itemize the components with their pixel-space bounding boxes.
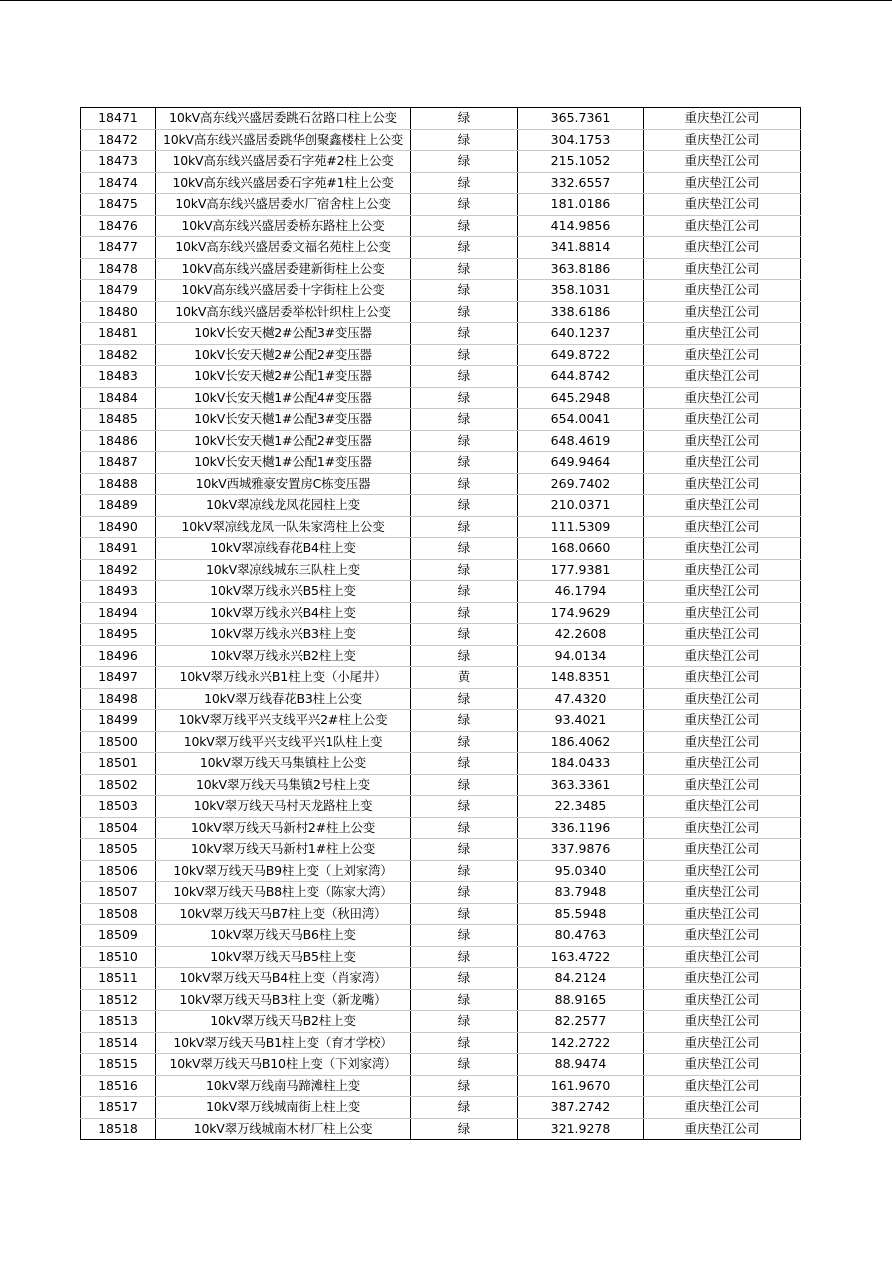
transformer-name-cell: 10kV长安天樾2#公配2#变压器 xyxy=(156,344,411,366)
transformer-name-cell: 10kV翠凉线龙凤一队朱家湾柱上公变 xyxy=(156,516,411,538)
table-row xyxy=(81,774,801,796)
row-id-cell: 18476 xyxy=(81,215,156,237)
value-cell: 654.0041 xyxy=(518,409,644,431)
row-id-cell: 18508 xyxy=(81,903,156,925)
status-color-cell: 绿 xyxy=(411,774,518,796)
table-row xyxy=(81,194,801,216)
company-cell: 重庆垫江公司 xyxy=(644,581,801,603)
transformer-name-cell: 10kV翠凉线春花B4柱上变 xyxy=(156,538,411,560)
transformer-name-cell: 10kV翠万线天马B2柱上变 xyxy=(156,1011,411,1033)
company-cell: 重庆垫江公司 xyxy=(644,1075,801,1097)
company-cell: 重庆垫江公司 xyxy=(644,538,801,560)
value-cell: 645.2948 xyxy=(518,387,644,409)
company-cell: 重庆垫江公司 xyxy=(644,667,801,689)
row-id-cell: 18496 xyxy=(81,645,156,667)
transformer-name-cell: 10kV翠万线永兴B1柱上变（小尾井） xyxy=(156,667,411,689)
value-cell: 80.4763 xyxy=(518,925,644,947)
table-row xyxy=(81,1097,801,1119)
table-row xyxy=(81,731,801,753)
transformer-name-cell: 10kV高东线兴盛居委文福名苑柱上公变 xyxy=(156,237,411,259)
company-cell: 重庆垫江公司 xyxy=(644,237,801,259)
status-color-cell: 绿 xyxy=(411,473,518,495)
value-cell: 210.0371 xyxy=(518,495,644,517)
table-row xyxy=(81,688,801,710)
row-id-cell: 18507 xyxy=(81,882,156,904)
status-color-cell: 绿 xyxy=(411,194,518,216)
value-cell: 82.2577 xyxy=(518,1011,644,1033)
transformer-name-cell: 10kV高东线兴盛居委举松针织柱上公变 xyxy=(156,301,411,323)
transformer-name-cell: 10kV高东线兴盛居委石字苑#2柱上公变 xyxy=(156,151,411,173)
value-cell: 46.1794 xyxy=(518,581,644,603)
table-row xyxy=(81,473,801,495)
row-id-cell: 18483 xyxy=(81,366,156,388)
company-cell: 重庆垫江公司 xyxy=(644,710,801,732)
company-cell: 重庆垫江公司 xyxy=(644,753,801,775)
company-cell: 重庆垫江公司 xyxy=(644,495,801,517)
company-cell: 重庆垫江公司 xyxy=(644,1011,801,1033)
company-cell: 重庆垫江公司 xyxy=(644,430,801,452)
row-id-cell: 18515 xyxy=(81,1054,156,1076)
value-cell: 414.9856 xyxy=(518,215,644,237)
table-row xyxy=(81,559,801,581)
table-row xyxy=(81,946,801,968)
row-id-cell: 18518 xyxy=(81,1118,156,1140)
table-row xyxy=(81,796,801,818)
table-row xyxy=(81,903,801,925)
company-cell: 重庆垫江公司 xyxy=(644,172,801,194)
transformer-name-cell: 10kV长安天樾2#公配3#变压器 xyxy=(156,323,411,345)
status-color-cell: 绿 xyxy=(411,882,518,904)
value-cell: 47.4320 xyxy=(518,688,644,710)
company-cell: 重庆垫江公司 xyxy=(644,645,801,667)
company-cell: 重庆垫江公司 xyxy=(644,1054,801,1076)
table-row xyxy=(81,301,801,323)
transformer-name-cell: 10kV高东线兴盛居委石字苑#1柱上公变 xyxy=(156,172,411,194)
value-cell: 338.6186 xyxy=(518,301,644,323)
table-row xyxy=(81,645,801,667)
table-row xyxy=(81,344,801,366)
company-cell: 重庆垫江公司 xyxy=(644,151,801,173)
value-cell: 358.1031 xyxy=(518,280,644,302)
company-cell: 重庆垫江公司 xyxy=(644,839,801,861)
value-cell: 337.9876 xyxy=(518,839,644,861)
value-cell: 184.0433 xyxy=(518,753,644,775)
status-color-cell: 绿 xyxy=(411,1118,518,1140)
company-cell: 重庆垫江公司 xyxy=(644,796,801,818)
table-row xyxy=(81,323,801,345)
status-color-cell: 绿 xyxy=(411,1054,518,1076)
row-id-cell: 18493 xyxy=(81,581,156,603)
row-id-cell: 18492 xyxy=(81,559,156,581)
company-cell: 重庆垫江公司 xyxy=(644,602,801,624)
table-row xyxy=(81,409,801,431)
row-id-cell: 18471 xyxy=(81,108,156,130)
row-id-cell: 18484 xyxy=(81,387,156,409)
value-cell: 304.1753 xyxy=(518,129,644,151)
table-row xyxy=(81,1032,801,1054)
row-id-cell: 18491 xyxy=(81,538,156,560)
row-id-cell: 18513 xyxy=(81,1011,156,1033)
status-color-cell: 绿 xyxy=(411,796,518,818)
row-id-cell: 18504 xyxy=(81,817,156,839)
value-cell: 336.1196 xyxy=(518,817,644,839)
company-cell: 重庆垫江公司 xyxy=(644,925,801,947)
table-row xyxy=(81,581,801,603)
status-color-cell: 绿 xyxy=(411,731,518,753)
row-id-cell: 18505 xyxy=(81,839,156,861)
status-color-cell: 绿 xyxy=(411,409,518,431)
row-id-cell: 18514 xyxy=(81,1032,156,1054)
table-row xyxy=(81,1011,801,1033)
value-cell: 88.9474 xyxy=(518,1054,644,1076)
company-cell: 重庆垫江公司 xyxy=(644,946,801,968)
status-color-cell: 绿 xyxy=(411,1075,518,1097)
value-cell: 94.0134 xyxy=(518,645,644,667)
value-cell: 83.7948 xyxy=(518,882,644,904)
value-cell: 649.8722 xyxy=(518,344,644,366)
company-cell: 重庆垫江公司 xyxy=(644,774,801,796)
status-color-cell: 绿 xyxy=(411,258,518,280)
table-row xyxy=(81,753,801,775)
transformer-name-cell: 10kV翠万线天马B10柱上变（下刘家湾） xyxy=(156,1054,411,1076)
row-id-cell: 18490 xyxy=(81,516,156,538)
status-color-cell: 绿 xyxy=(411,151,518,173)
transformer-name-cell: 10kV翠万线永兴B3柱上变 xyxy=(156,624,411,646)
company-cell: 重庆垫江公司 xyxy=(644,1118,801,1140)
status-color-cell: 绿 xyxy=(411,538,518,560)
table-row xyxy=(81,925,801,947)
status-color-cell: 绿 xyxy=(411,129,518,151)
value-cell: 181.0186 xyxy=(518,194,644,216)
company-cell: 重庆垫江公司 xyxy=(644,473,801,495)
status-color-cell: 绿 xyxy=(411,968,518,990)
company-cell: 重庆垫江公司 xyxy=(644,344,801,366)
value-cell: 95.0340 xyxy=(518,860,644,882)
row-id-cell: 18503 xyxy=(81,796,156,818)
status-color-cell: 绿 xyxy=(411,581,518,603)
value-cell: 142.2722 xyxy=(518,1032,644,1054)
table-row xyxy=(81,258,801,280)
table-row xyxy=(81,1054,801,1076)
table-row xyxy=(81,108,801,130)
table-row xyxy=(81,516,801,538)
transformer-name-cell: 10kV翠万线天马集镇柱上公变 xyxy=(156,753,411,775)
status-color-cell: 绿 xyxy=(411,108,518,130)
company-cell: 重庆垫江公司 xyxy=(644,516,801,538)
table-row xyxy=(81,237,801,259)
value-cell: 363.8186 xyxy=(518,258,644,280)
table-row xyxy=(81,215,801,237)
status-color-cell: 绿 xyxy=(411,860,518,882)
transformer-name-cell: 10kV翠万线永兴B4柱上变 xyxy=(156,602,411,624)
value-cell: 332.6557 xyxy=(518,172,644,194)
transformer-name-cell: 10kV翠万线天马B3柱上变（新龙嘴） xyxy=(156,989,411,1011)
status-color-cell: 绿 xyxy=(411,1097,518,1119)
value-cell: 644.8742 xyxy=(518,366,644,388)
transformer-name-cell: 10kV翠万线天马集镇2号柱上变 xyxy=(156,774,411,796)
row-id-cell: 18485 xyxy=(81,409,156,431)
status-color-cell: 绿 xyxy=(411,903,518,925)
table-body xyxy=(81,108,801,1140)
row-id-cell: 18499 xyxy=(81,710,156,732)
row-id-cell: 18506 xyxy=(81,860,156,882)
transformer-name-cell: 10kV高东线兴盛居委十字街柱上公变 xyxy=(156,280,411,302)
table-row xyxy=(81,968,801,990)
value-cell: 161.9670 xyxy=(518,1075,644,1097)
transformer-name-cell: 10kV高东线兴盛居委桥东路柱上公变 xyxy=(156,215,411,237)
status-color-cell: 绿 xyxy=(411,452,518,474)
row-id-cell: 18512 xyxy=(81,989,156,1011)
value-cell: 387.2742 xyxy=(518,1097,644,1119)
status-color-cell: 绿 xyxy=(411,366,518,388)
value-cell: 640.1237 xyxy=(518,323,644,345)
status-color-cell: 绿 xyxy=(411,430,518,452)
company-cell: 重庆垫江公司 xyxy=(644,215,801,237)
row-id-cell: 18498 xyxy=(81,688,156,710)
value-cell: 649.9464 xyxy=(518,452,644,474)
status-color-cell: 绿 xyxy=(411,624,518,646)
row-id-cell: 18473 xyxy=(81,151,156,173)
value-cell: 363.3361 xyxy=(518,774,644,796)
row-id-cell: 18502 xyxy=(81,774,156,796)
table-row xyxy=(81,882,801,904)
table-row xyxy=(81,495,801,517)
table-row xyxy=(81,151,801,173)
transformer-name-cell: 10kV翠万线城南街上柱上变 xyxy=(156,1097,411,1119)
transformer-name-cell: 10kV翠万线永兴B5柱上变 xyxy=(156,581,411,603)
status-color-cell: 绿 xyxy=(411,495,518,517)
status-color-cell: 绿 xyxy=(411,645,518,667)
table-row xyxy=(81,839,801,861)
value-cell: 215.1052 xyxy=(518,151,644,173)
row-id-cell: 18511 xyxy=(81,968,156,990)
company-cell: 重庆垫江公司 xyxy=(644,1097,801,1119)
value-cell: 186.4062 xyxy=(518,731,644,753)
status-color-cell: 绿 xyxy=(411,215,518,237)
company-cell: 重庆垫江公司 xyxy=(644,1032,801,1054)
table-row xyxy=(81,430,801,452)
status-color-cell: 绿 xyxy=(411,688,518,710)
row-id-cell: 18481 xyxy=(81,323,156,345)
table-row xyxy=(81,710,801,732)
value-cell: 84.2124 xyxy=(518,968,644,990)
company-cell: 重庆垫江公司 xyxy=(644,387,801,409)
row-id-cell: 18501 xyxy=(81,753,156,775)
value-cell: 648.4619 xyxy=(518,430,644,452)
row-id-cell: 18510 xyxy=(81,946,156,968)
table-row xyxy=(81,1075,801,1097)
value-cell: 174.9629 xyxy=(518,602,644,624)
company-cell: 重庆垫江公司 xyxy=(644,559,801,581)
value-cell: 93.4021 xyxy=(518,710,644,732)
table-row xyxy=(81,989,801,1011)
company-cell: 重庆垫江公司 xyxy=(644,968,801,990)
table-row xyxy=(81,366,801,388)
transformer-table xyxy=(80,107,801,1140)
company-cell: 重庆垫江公司 xyxy=(644,688,801,710)
company-cell: 重庆垫江公司 xyxy=(644,624,801,646)
transformer-name-cell: 10kV翠万线平兴支线平兴2#柱上公变 xyxy=(156,710,411,732)
transformer-name-cell: 10kV翠万线天马B1柱上变（育才学校） xyxy=(156,1032,411,1054)
status-color-cell: 绿 xyxy=(411,172,518,194)
status-color-cell: 黄 xyxy=(411,667,518,689)
row-id-cell: 18516 xyxy=(81,1075,156,1097)
transformer-name-cell: 10kV翠万线天马村天龙路柱上变 xyxy=(156,796,411,818)
transformer-name-cell: 10kV翠万线南马蹄滩柱上变 xyxy=(156,1075,411,1097)
value-cell: 85.5948 xyxy=(518,903,644,925)
status-color-cell: 绿 xyxy=(411,1011,518,1033)
value-cell: 269.7402 xyxy=(518,473,644,495)
value-cell: 42.2608 xyxy=(518,624,644,646)
table-row xyxy=(81,1118,801,1140)
status-color-cell: 绿 xyxy=(411,280,518,302)
value-cell: 163.4722 xyxy=(518,946,644,968)
table-row xyxy=(81,387,801,409)
transformer-name-cell: 10kV翠万线天马新村2#柱上公变 xyxy=(156,817,411,839)
row-id-cell: 18489 xyxy=(81,495,156,517)
status-color-cell: 绿 xyxy=(411,817,518,839)
status-color-cell: 绿 xyxy=(411,1032,518,1054)
row-id-cell: 18517 xyxy=(81,1097,156,1119)
status-color-cell: 绿 xyxy=(411,710,518,732)
status-color-cell: 绿 xyxy=(411,323,518,345)
transformer-name-cell: 10kV翠万线天马B4柱上变（肖家湾） xyxy=(156,968,411,990)
status-color-cell: 绿 xyxy=(411,559,518,581)
table-row xyxy=(81,538,801,560)
transformer-name-cell: 10kV翠万线平兴支线平兴1队柱上变 xyxy=(156,731,411,753)
status-color-cell: 绿 xyxy=(411,237,518,259)
row-id-cell: 18482 xyxy=(81,344,156,366)
status-color-cell: 绿 xyxy=(411,387,518,409)
transformer-name-cell: 10kV翠万线城南木材厂柱上公变 xyxy=(156,1118,411,1140)
value-cell: 365.7361 xyxy=(518,108,644,130)
transformer-name-cell: 10kV长安天樾2#公配1#变压器 xyxy=(156,366,411,388)
row-id-cell: 18486 xyxy=(81,430,156,452)
row-id-cell: 18479 xyxy=(81,280,156,302)
value-cell: 168.0660 xyxy=(518,538,644,560)
row-id-cell: 18475 xyxy=(81,194,156,216)
company-cell: 重庆垫江公司 xyxy=(644,129,801,151)
transformer-name-cell: 10kV翠万线天马新村1#柱上公变 xyxy=(156,839,411,861)
company-cell: 重庆垫江公司 xyxy=(644,860,801,882)
status-color-cell: 绿 xyxy=(411,602,518,624)
transformer-name-cell: 10kV翠万线春花B3柱上公变 xyxy=(156,688,411,710)
table-row xyxy=(81,452,801,474)
status-color-cell: 绿 xyxy=(411,925,518,947)
status-color-cell: 绿 xyxy=(411,946,518,968)
transformer-name-cell: 10kV翠万线天马B7柱上变（秋田湾） xyxy=(156,903,411,925)
transformer-name-cell: 10kV高东线兴盛居委建新街柱上公变 xyxy=(156,258,411,280)
company-cell: 重庆垫江公司 xyxy=(644,258,801,280)
row-id-cell: 18494 xyxy=(81,602,156,624)
value-cell: 111.5309 xyxy=(518,516,644,538)
table-row xyxy=(81,817,801,839)
company-cell: 重庆垫江公司 xyxy=(644,280,801,302)
transformer-name-cell: 10kV高东线兴盛居委水厂宿舍柱上公变 xyxy=(156,194,411,216)
company-cell: 重庆垫江公司 xyxy=(644,817,801,839)
row-id-cell: 18472 xyxy=(81,129,156,151)
table-row xyxy=(81,602,801,624)
row-id-cell: 18509 xyxy=(81,925,156,947)
transformer-name-cell: 10kV翠万线天马B8柱上变（陈家大湾） xyxy=(156,882,411,904)
status-color-cell: 绿 xyxy=(411,753,518,775)
status-color-cell: 绿 xyxy=(411,301,518,323)
value-cell: 341.8814 xyxy=(518,237,644,259)
status-color-cell: 绿 xyxy=(411,344,518,366)
row-id-cell: 18477 xyxy=(81,237,156,259)
company-cell: 重庆垫江公司 xyxy=(644,301,801,323)
table-row xyxy=(81,624,801,646)
status-color-cell: 绿 xyxy=(411,839,518,861)
transformer-name-cell: 10kV翠凉线城东三队柱上变 xyxy=(156,559,411,581)
page-top-border xyxy=(0,0,892,1)
table-row xyxy=(81,860,801,882)
row-id-cell: 18500 xyxy=(81,731,156,753)
transformer-name-cell: 10kV翠万线天马B9柱上变（上刘家湾） xyxy=(156,860,411,882)
transformer-name-cell: 10kV高东线兴盛居委跳石岔路口柱上公变 xyxy=(156,108,411,130)
transformer-name-cell: 10kV高东线兴盛居委跳华创聚鑫楼柱上公变 xyxy=(156,129,411,151)
transformer-name-cell: 10kV翠万线天马B6柱上变 xyxy=(156,925,411,947)
value-cell: 177.9381 xyxy=(518,559,644,581)
row-id-cell: 18487 xyxy=(81,452,156,474)
company-cell: 重庆垫江公司 xyxy=(644,409,801,431)
transformer-name-cell: 10kV翠万线永兴B2柱上变 xyxy=(156,645,411,667)
row-id-cell: 18488 xyxy=(81,473,156,495)
transformer-name-cell: 10kV长安天樾1#公配3#变压器 xyxy=(156,409,411,431)
table-row xyxy=(81,280,801,302)
transformer-name-cell: 10kV西城雅豪安置房C栋变压器 xyxy=(156,473,411,495)
company-cell: 重庆垫江公司 xyxy=(644,194,801,216)
transformer-name-cell: 10kV长安天樾1#公配1#变压器 xyxy=(156,452,411,474)
company-cell: 重庆垫江公司 xyxy=(644,731,801,753)
row-id-cell: 18474 xyxy=(81,172,156,194)
company-cell: 重庆垫江公司 xyxy=(644,903,801,925)
company-cell: 重庆垫江公司 xyxy=(644,882,801,904)
table-row xyxy=(81,129,801,151)
company-cell: 重庆垫江公司 xyxy=(644,108,801,130)
value-cell: 88.9165 xyxy=(518,989,644,1011)
row-id-cell: 18497 xyxy=(81,667,156,689)
company-cell: 重庆垫江公司 xyxy=(644,366,801,388)
value-cell: 22.3485 xyxy=(518,796,644,818)
value-cell: 148.8351 xyxy=(518,667,644,689)
value-cell: 321.9278 xyxy=(518,1118,644,1140)
row-id-cell: 18478 xyxy=(81,258,156,280)
row-id-cell: 18480 xyxy=(81,301,156,323)
transformer-name-cell: 10kV长安天樾1#公配4#变压器 xyxy=(156,387,411,409)
table-row xyxy=(81,172,801,194)
company-cell: 重庆垫江公司 xyxy=(644,989,801,1011)
company-cell: 重庆垫江公司 xyxy=(644,323,801,345)
transformer-name-cell: 10kV翠万线天马B5柱上变 xyxy=(156,946,411,968)
company-cell: 重庆垫江公司 xyxy=(644,452,801,474)
row-id-cell: 18495 xyxy=(81,624,156,646)
transformer-name-cell: 10kV长安天樾1#公配2#变压器 xyxy=(156,430,411,452)
transformer-name-cell: 10kV翠凉线龙凤花园柱上变 xyxy=(156,495,411,517)
status-color-cell: 绿 xyxy=(411,516,518,538)
status-color-cell: 绿 xyxy=(411,989,518,1011)
table-row xyxy=(81,667,801,689)
